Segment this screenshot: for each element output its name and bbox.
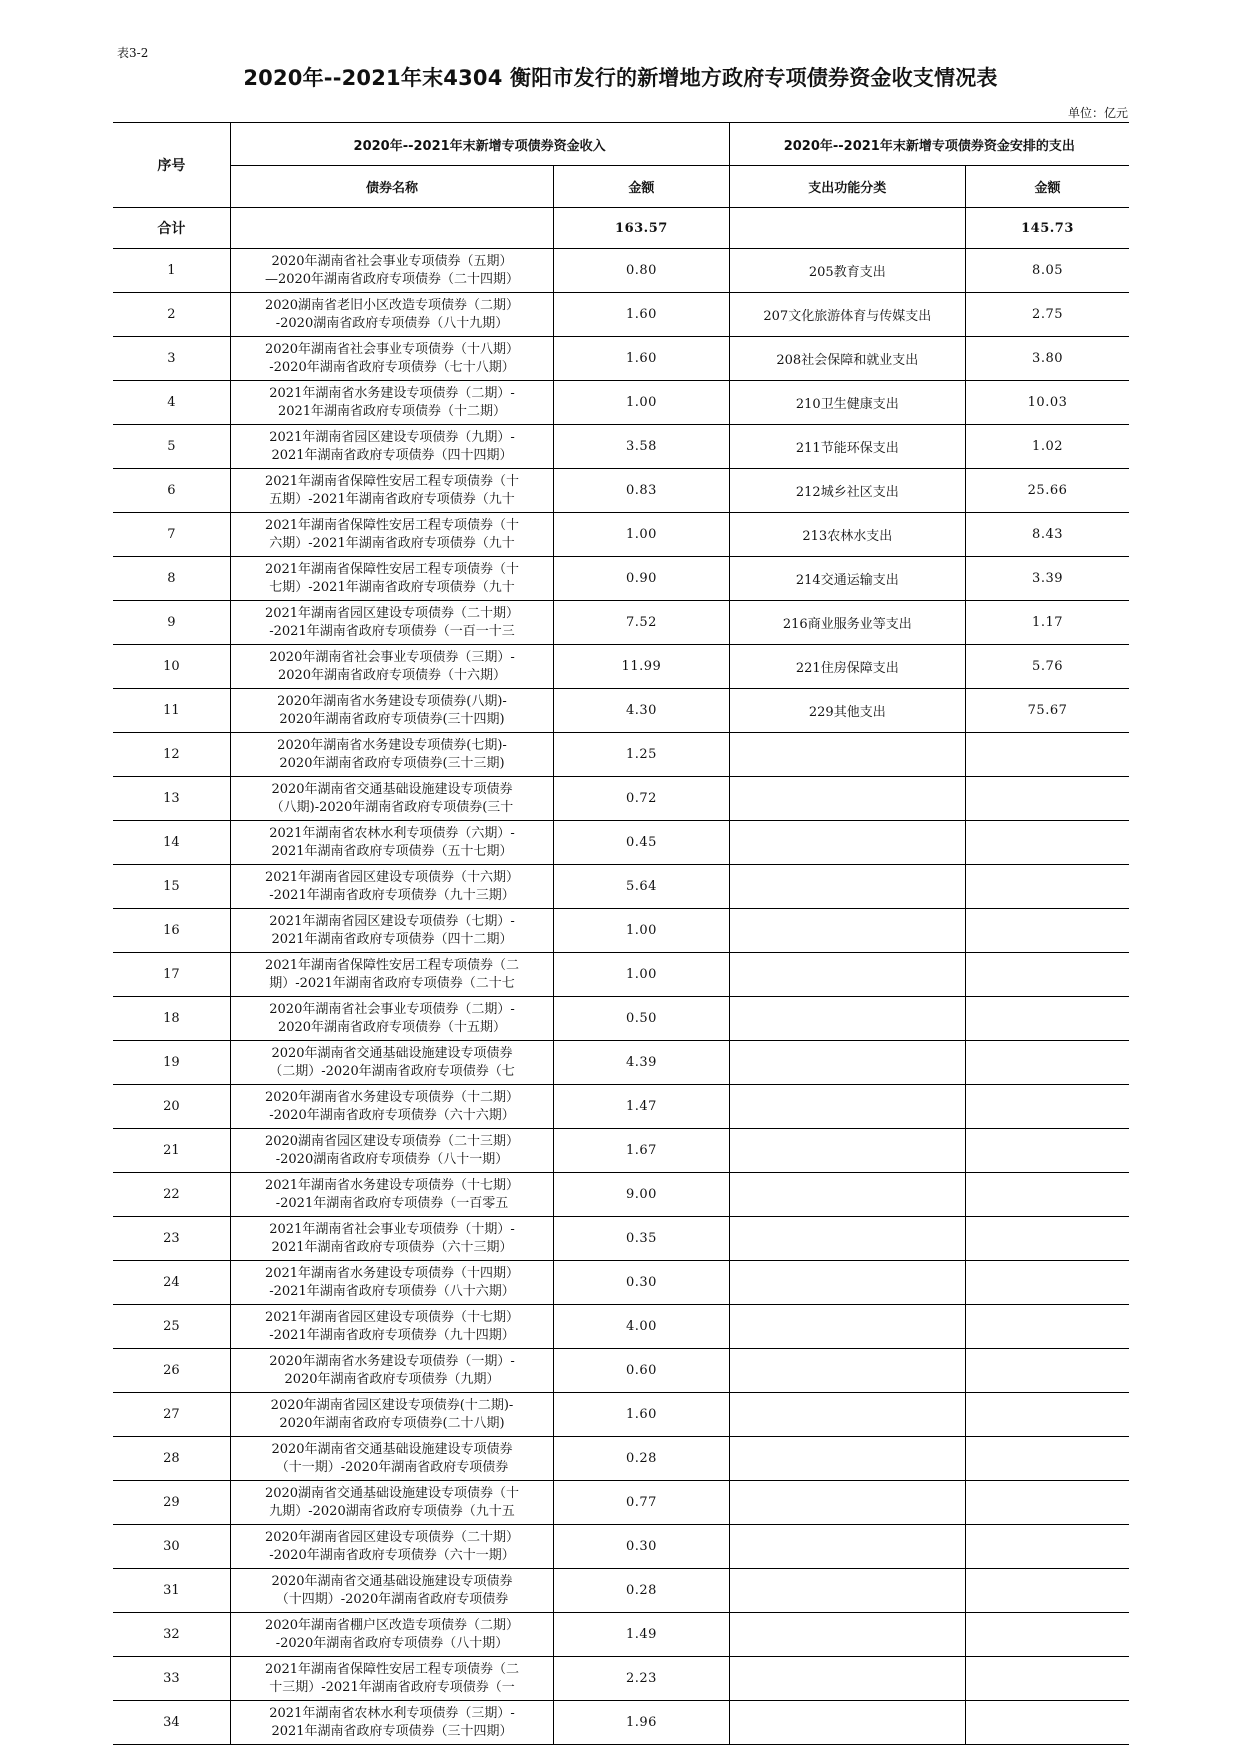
row-seq: 11 — [113, 689, 230, 733]
row-bond-name — [230, 1305, 554, 1349]
row-expense-amount — [966, 1217, 1129, 1261]
bond-name-line-1: 2020年湖南省水务建设专项债券(八期)- — [277, 693, 507, 709]
bond-name-line-2: 十三期）-2021年湖南省政府专项债券（一 — [269, 1679, 515, 1695]
bond-name-line-1: 2020年湖南省社会事业专项债券（二期）- — [269, 1001, 515, 1017]
row-expense-amount — [966, 1261, 1129, 1305]
row-expense-amount: 3.80 — [966, 337, 1129, 381]
table-row — [113, 513, 1129, 557]
row-func-class — [729, 733, 966, 777]
row-seq: 16 — [113, 909, 230, 953]
row-seq: 26 — [113, 1349, 230, 1393]
header-func-class: 支出功能分类 — [729, 166, 966, 208]
bond-name-line-2: -2020湖南省政府专项债券（八十一期） — [275, 1151, 509, 1167]
row-seq: 14 — [113, 821, 230, 865]
bond-name-line-1: 2020年湖南省水务建设专项债券(七期)- — [277, 737, 507, 753]
table-row — [113, 381, 1129, 425]
bond-name-line-1: 2021年湖南省农林水利专项债券（六期）- — [269, 825, 515, 841]
row-func-class — [729, 1525, 966, 1569]
bond-name-line-2: 九期）-2020湖南省政府专项债券（九十五 — [269, 1503, 515, 1519]
row-seq: 6 — [113, 469, 230, 513]
bond-name-line-2: 2021年湖南省政府专项债券（四十四期） — [271, 447, 513, 463]
row-func-class — [729, 821, 966, 865]
row-expense-amount — [966, 997, 1129, 1041]
row-func-class — [729, 1261, 966, 1305]
table-row — [113, 1173, 1129, 1217]
header-seq: 序号 — [113, 123, 230, 208]
bond-name-line-2: 2021年湖南省政府专项债券（十二期） — [277, 403, 507, 419]
total-income: 163.57 — [554, 208, 729, 249]
bond-name-line-1: 2021年湖南省园区建设专项债券（七期）- — [269, 913, 515, 929]
bond-name-line-2: -2021年湖南省政府专项债券（一百一十三 — [269, 623, 515, 639]
row-bond-name — [230, 293, 554, 337]
row-func-class — [729, 953, 966, 997]
header-income-amount: 金额 — [554, 166, 729, 208]
table-row — [113, 601, 1129, 645]
bond-name-line-1: 2020年湖南省社会事业专项债券（十八期） — [264, 341, 520, 357]
table-row — [113, 909, 1129, 953]
row-seq: 2 — [113, 293, 230, 337]
row-expense-amount: 3.39 — [966, 557, 1129, 601]
row-income-amount: 0.45 — [554, 821, 729, 865]
row-seq: 30 — [113, 1525, 230, 1569]
table-row — [113, 1437, 1129, 1481]
row-expense-amount: 8.43 — [966, 513, 1129, 557]
row-func-class — [729, 997, 966, 1041]
row-bond-name — [230, 865, 554, 909]
row-expense-amount — [966, 1349, 1129, 1393]
bond-name-line-2: 2020年湖南省政府专项债券（十六期） — [277, 667, 507, 683]
row-expense-amount — [966, 1701, 1129, 1745]
bond-name-line-2: 2020年湖南省政府专项债券(三十三期) — [279, 755, 505, 771]
row-income-amount: 2.23 — [554, 1657, 729, 1701]
row-expense-amount — [966, 1085, 1129, 1129]
bond-name-line-1: 2021年湖南省保障性安居工程专项债券（二 — [264, 957, 520, 973]
row-income-amount: 1.00 — [554, 381, 729, 425]
row-income-amount: 11.99 — [554, 645, 729, 689]
row-bond-name — [230, 381, 554, 425]
bond-name-line-2: 期）-2021年湖南省政府专项债券（二十七 — [269, 975, 515, 991]
row-expense-amount — [966, 1613, 1129, 1657]
row-seq: 24 — [113, 1261, 230, 1305]
bond-name-line-2: 五期）-2021年湖南省政府专项债券（九十 — [269, 491, 515, 507]
bond-name-line-1: 2021年湖南省农林水利专项债券（三期）- — [269, 1705, 515, 1721]
row-func-class: 213农林水支出 — [729, 513, 966, 557]
row-bond-name — [230, 821, 554, 865]
row-expense-amount — [966, 1129, 1129, 1173]
bond-name-line-1: 2021年湖南省园区建设专项债券（十六期） — [264, 869, 520, 885]
row-bond-name — [230, 1085, 554, 1129]
row-seq: 23 — [113, 1217, 230, 1261]
row-expense-amount — [966, 865, 1129, 909]
row-bond-name — [230, 1613, 554, 1657]
table-row — [113, 953, 1129, 997]
row-bond-name — [230, 1041, 554, 1085]
row-func-class — [729, 1217, 966, 1261]
row-bond-name — [230, 1129, 554, 1173]
row-income-amount: 0.30 — [554, 1261, 729, 1305]
row-seq: 28 — [113, 1437, 230, 1481]
table-row — [113, 1569, 1129, 1613]
header-bond-name: 债券名称 — [230, 166, 554, 208]
row-income-amount: 0.30 — [554, 1525, 729, 1569]
bond-name-line-2: 2020年湖南省政府专项债券（十五期） — [277, 1019, 507, 1035]
row-func-class — [729, 1569, 966, 1613]
row-expense-amount — [966, 733, 1129, 777]
row-income-amount: 3.58 — [554, 425, 729, 469]
bond-name-line-2: （八期)-2020年湖南省政府专项债券(三十 — [270, 799, 514, 815]
row-bond-name — [230, 777, 554, 821]
row-seq: 29 — [113, 1481, 230, 1525]
row-seq: 31 — [113, 1569, 230, 1613]
bond-name-line-2: 2020年湖南省政府专项债券(三十四期) — [279, 711, 505, 727]
row-func-class — [729, 1701, 966, 1745]
row-func-class: 216商业服务业等支出 — [729, 601, 966, 645]
row-income-amount: 0.72 — [554, 777, 729, 821]
bond-name-line-2: （十一期）-2020年湖南省政府专项债券 — [275, 1459, 509, 1475]
row-bond-name — [230, 513, 554, 557]
header-expense-group: 2020年--2021年末新增专项债券资金安排的支出 — [729, 123, 1129, 166]
bond-name-line-1: 2020年湖南省园区建设专项债券(十二期)- — [270, 1397, 514, 1413]
table-row — [113, 1261, 1129, 1305]
row-func-class — [729, 1305, 966, 1349]
bond-name-line-1: 2021年湖南省水务建设专项债券（十四期） — [264, 1265, 520, 1281]
row-seq: 27 — [113, 1393, 230, 1437]
bond-name-line-1: 2020湖南省园区建设专项债券（二十三期） — [264, 1133, 520, 1149]
row-func-class: 211节能环保支出 — [729, 425, 966, 469]
row-income-amount: 9.00 — [554, 1173, 729, 1217]
row-seq: 19 — [113, 1041, 230, 1085]
table-row — [113, 1613, 1129, 1657]
row-func-class: 210卫生健康支出 — [729, 381, 966, 425]
row-income-amount: 1.67 — [554, 1129, 729, 1173]
row-expense-amount — [966, 1393, 1129, 1437]
row-func-class — [729, 777, 966, 821]
row-bond-name — [230, 1481, 554, 1525]
row-income-amount: 1.49 — [554, 1613, 729, 1657]
row-income-amount: 0.90 — [554, 557, 729, 601]
table-row — [113, 777, 1129, 821]
bond-name-line-2: -2020年湖南省政府专项债券（六十六期） — [269, 1107, 515, 1123]
row-bond-name — [230, 337, 554, 381]
row-income-amount: 4.00 — [554, 1305, 729, 1349]
table-row — [113, 1701, 1129, 1745]
row-func-class: 212城乡社区支出 — [729, 469, 966, 513]
table-row — [113, 1217, 1129, 1261]
row-func-class — [729, 1657, 966, 1701]
row-expense-amount — [966, 1657, 1129, 1701]
row-func-class: 207文化旅游体育与传媒支出 — [729, 293, 966, 337]
row-bond-name — [230, 953, 554, 997]
table-row — [113, 337, 1129, 381]
row-seq: 25 — [113, 1305, 230, 1349]
bond-name-line-1: 2021年湖南省园区建设专项债券（二十期） — [264, 605, 520, 621]
row-seq: 33 — [113, 1657, 230, 1701]
row-seq: 17 — [113, 953, 230, 997]
row-expense-amount: 1.17 — [966, 601, 1129, 645]
row-expense-amount — [966, 1569, 1129, 1613]
bond-name-line-1: 2020年湖南省社会事业专项债券（五期） — [271, 253, 513, 269]
row-expense-amount: 10.03 — [966, 381, 1129, 425]
bond-name-line-2: -2021年湖南省政府专项债券（九十三期） — [269, 887, 515, 903]
table-row — [113, 1481, 1129, 1525]
row-expense-amount — [966, 1481, 1129, 1525]
bond-name-line-2: -2021年湖南省政府专项债券（九十四期） — [269, 1327, 515, 1343]
row-func-class — [729, 1129, 966, 1173]
bond-name-line-2: 七期）-2021年湖南省政府专项债券（九十 — [269, 579, 515, 595]
row-func-class — [729, 1481, 966, 1525]
bond-name-line-1: 2021年湖南省保障性安居工程专项债券（十 — [264, 473, 520, 489]
row-income-amount: 1.47 — [554, 1085, 729, 1129]
row-func-class — [729, 909, 966, 953]
row-expense-amount — [966, 953, 1129, 997]
row-expense-amount: 75.67 — [966, 689, 1129, 733]
row-seq: 34 — [113, 1701, 230, 1745]
bond-name-line-2: -2020年湖南省政府专项债券（六十一期） — [269, 1547, 515, 1563]
row-bond-name — [230, 425, 554, 469]
bond-name-line-1: 2020年湖南省交通基础设施建设专项债券 — [271, 1573, 513, 1589]
bond-funds-table — [113, 122, 1129, 1745]
bond-name-line-2: —2020年湖南省政府专项债券（二十四期） — [264, 271, 520, 287]
bond-name-line-1: 2021年湖南省保障性安居工程专项债券（十 — [264, 561, 520, 577]
row-bond-name — [230, 1393, 554, 1437]
row-bond-name — [230, 249, 554, 293]
row-seq: 20 — [113, 1085, 230, 1129]
row-seq: 4 — [113, 381, 230, 425]
row-seq: 1 — [113, 249, 230, 293]
row-seq: 8 — [113, 557, 230, 601]
row-func-class — [729, 1085, 966, 1129]
page-title: 2020年--2021年末4304 衡阳市发行的新增地方政府专项债券资金收支情况表 — [243, 66, 998, 90]
row-bond-name — [230, 733, 554, 777]
table-row — [113, 1349, 1129, 1393]
row-expense-amount — [966, 909, 1129, 953]
row-expense-amount: 25.66 — [966, 469, 1129, 513]
row-income-amount: 1.00 — [554, 909, 729, 953]
row-bond-name — [230, 689, 554, 733]
row-income-amount: 0.77 — [554, 1481, 729, 1525]
row-bond-name — [230, 1349, 554, 1393]
bond-name-line-2: -2020年湖南省政府专项债券（八十期） — [275, 1635, 509, 1651]
table-row — [113, 1525, 1129, 1569]
row-expense-amount — [966, 1437, 1129, 1481]
row-func-class — [729, 1393, 966, 1437]
row-bond-name — [230, 909, 554, 953]
row-func-class: 214交通运输支出 — [729, 557, 966, 601]
row-seq: 18 — [113, 997, 230, 1041]
row-income-amount: 0.50 — [554, 997, 729, 1041]
bond-name-line-2: 2021年湖南省政府专项债券（四十二期） — [271, 931, 513, 947]
total-func-cell — [729, 208, 966, 249]
row-income-amount: 1.96 — [554, 1701, 729, 1745]
bond-name-line-2: -2021年湖南省政府专项债券（八十六期） — [269, 1283, 515, 1299]
row-expense-amount — [966, 1525, 1129, 1569]
row-income-amount: 1.60 — [554, 1393, 729, 1437]
bond-name-line-1: 2020年湖南省交通基础设施建设专项债券 — [271, 1045, 513, 1061]
row-income-amount: 1.00 — [554, 513, 729, 557]
table-row — [113, 469, 1129, 513]
table-row — [113, 821, 1129, 865]
row-func-class: 229其他支出 — [729, 689, 966, 733]
bond-name-line-1: 2020年湖南省社会事业专项债券（三期）- — [269, 649, 515, 665]
row-income-amount: 0.80 — [554, 249, 729, 293]
row-bond-name — [230, 469, 554, 513]
table-row — [113, 865, 1129, 909]
table-row — [113, 1041, 1129, 1085]
bond-name-line-1: 2020湖南省交通基础设施建设专项债券（十 — [264, 1485, 520, 1501]
row-seq: 7 — [113, 513, 230, 557]
table-row — [113, 425, 1129, 469]
bond-name-line-1: 2020年湖南省棚户区改造专项债券（二期） — [264, 1617, 520, 1633]
bond-name-line-2: -2021年湖南省政府专项债券（一百零五 — [275, 1195, 509, 1211]
row-income-amount: 0.83 — [554, 469, 729, 513]
row-income-amount: 1.00 — [554, 953, 729, 997]
row-bond-name — [230, 645, 554, 689]
row-func-class — [729, 1349, 966, 1393]
row-seq: 13 — [113, 777, 230, 821]
bond-name-line-2: （二期）-2020年湖南省政府专项债券（七 — [269, 1063, 515, 1079]
row-bond-name — [230, 1657, 554, 1701]
table-row — [113, 249, 1129, 293]
table-row — [113, 293, 1129, 337]
row-seq: 21 — [113, 1129, 230, 1173]
row-expense-amount — [966, 1041, 1129, 1085]
table-row — [113, 1085, 1129, 1129]
row-bond-name — [230, 601, 554, 645]
bond-name-line-2: 2021年湖南省政府专项债券（三十四期） — [271, 1723, 513, 1739]
row-expense-amount — [966, 777, 1129, 821]
bond-name-line-1: 2021年湖南省保障性安居工程专项债券（十 — [264, 517, 520, 533]
total-expense: 145.73 — [966, 208, 1129, 249]
table-row — [113, 1657, 1129, 1701]
table-row — [113, 1129, 1129, 1173]
row-seq: 12 — [113, 733, 230, 777]
row-bond-name — [230, 1173, 554, 1217]
row-bond-name — [230, 1569, 554, 1613]
bond-name-line-2: 2020年湖南省政府专项债券(二十八期) — [279, 1415, 505, 1431]
bond-name-line-2: 2020年湖南省政府专项债券（九期） — [284, 1371, 500, 1387]
bond-name-line-2: -2020湖南省政府专项债券（八十九期） — [275, 315, 509, 331]
bond-name-line-1: 2020年湖南省交通基础设施建设专项债券 — [271, 781, 513, 797]
row-expense-amount — [966, 1305, 1129, 1349]
total-row — [113, 208, 1129, 249]
row-func-class: 205教育支出 — [729, 249, 966, 293]
row-bond-name — [230, 1261, 554, 1305]
row-income-amount: 5.64 — [554, 865, 729, 909]
table-row — [113, 557, 1129, 601]
row-seq: 5 — [113, 425, 230, 469]
row-bond-name — [230, 557, 554, 601]
row-expense-amount: 1.02 — [966, 425, 1129, 469]
row-income-amount: 0.28 — [554, 1437, 729, 1481]
total-name-cell — [230, 208, 554, 249]
row-func-class — [729, 1437, 966, 1481]
row-expense-amount: 8.05 — [966, 249, 1129, 293]
row-bond-name — [230, 1217, 554, 1261]
row-func-class — [729, 865, 966, 909]
bond-name-line-1: 2021年湖南省水务建设专项债券（十七期） — [264, 1177, 520, 1193]
bond-name-line-2: （十四期）-2020年湖南省政府专项债券 — [275, 1591, 509, 1607]
row-income-amount: 1.60 — [554, 293, 729, 337]
row-func-class — [729, 1173, 966, 1217]
bond-name-line-1: 2020年湖南省园区建设专项债券（二十期） — [264, 1529, 520, 1545]
row-seq: 9 — [113, 601, 230, 645]
unit-label: 单位：亿元 — [1067, 106, 1128, 120]
bond-name-line-1: 2020湖南省老旧小区改造专项债券（二期） — [264, 297, 520, 313]
table-row — [113, 1393, 1129, 1437]
table-row — [113, 733, 1129, 777]
row-seq: 32 — [113, 1613, 230, 1657]
row-bond-name — [230, 997, 554, 1041]
row-bond-name — [230, 1701, 554, 1745]
row-income-amount: 4.39 — [554, 1041, 729, 1085]
row-func-class — [729, 1613, 966, 1657]
row-expense-amount: 5.76 — [966, 645, 1129, 689]
bond-name-line-2: 六期）-2021年湖南省政府专项债券（九十 — [269, 535, 515, 551]
bond-name-line-2: 2021年湖南省政府专项债券（六十三期） — [271, 1239, 513, 1255]
table-row — [113, 645, 1129, 689]
header-expense-amount: 金额 — [966, 166, 1129, 208]
header-income-group: 2020年--2021年末新增专项债券资金收入 — [230, 123, 729, 166]
row-income-amount: 0.35 — [554, 1217, 729, 1261]
bond-name-line-1: 2021年湖南省保障性安居工程专项债券（二 — [264, 1661, 520, 1677]
row-bond-name — [230, 1437, 554, 1481]
bond-name-line-2: 2021年湖南省政府专项债券（五十七期） — [271, 843, 513, 859]
row-expense-amount — [966, 1173, 1129, 1217]
bond-name-line-1: 2020年湖南省交通基础设施建设专项债券 — [271, 1441, 513, 1457]
table-row — [113, 689, 1129, 733]
bond-name-line-1: 2021年湖南省水务建设专项债券（二期）- — [269, 385, 515, 401]
row-seq: 10 — [113, 645, 230, 689]
row-seq: 3 — [113, 337, 230, 381]
table-row — [113, 1305, 1129, 1349]
table-row — [113, 997, 1129, 1041]
row-expense-amount — [966, 821, 1129, 865]
row-expense-amount: 2.75 — [966, 293, 1129, 337]
bond-name-line-1: 2020年湖南省水务建设专项债券（一期）- — [269, 1353, 515, 1369]
row-func-class: 208社会保障和就业支出 — [729, 337, 966, 381]
row-income-amount: 4.30 — [554, 689, 729, 733]
row-income-amount: 1.25 — [554, 733, 729, 777]
total-label: 合计 — [113, 208, 230, 249]
row-income-amount: 7.52 — [554, 601, 729, 645]
row-bond-name — [230, 1525, 554, 1569]
row-seq: 22 — [113, 1173, 230, 1217]
bond-name-line-1: 2021年湖南省园区建设专项债券（九期）- — [269, 429, 515, 445]
bond-name-line-1: 2020年湖南省水务建设专项债券（十二期） — [264, 1089, 520, 1105]
row-income-amount: 0.60 — [554, 1349, 729, 1393]
row-seq: 15 — [113, 865, 230, 909]
bond-name-line-1: 2021年湖南省园区建设专项债券（十七期） — [264, 1309, 520, 1325]
bond-name-line-2: -2020年湖南省政府专项债券（七十八期） — [269, 359, 515, 375]
row-func-class — [729, 1041, 966, 1085]
row-income-amount: 1.60 — [554, 337, 729, 381]
bond-name-line-1: 2021年湖南省社会事业专项债券（十期）- — [269, 1221, 515, 1237]
row-income-amount: 0.28 — [554, 1569, 729, 1613]
table-code: 表3-2 — [117, 46, 149, 60]
row-func-class: 221住房保障支出 — [729, 645, 966, 689]
